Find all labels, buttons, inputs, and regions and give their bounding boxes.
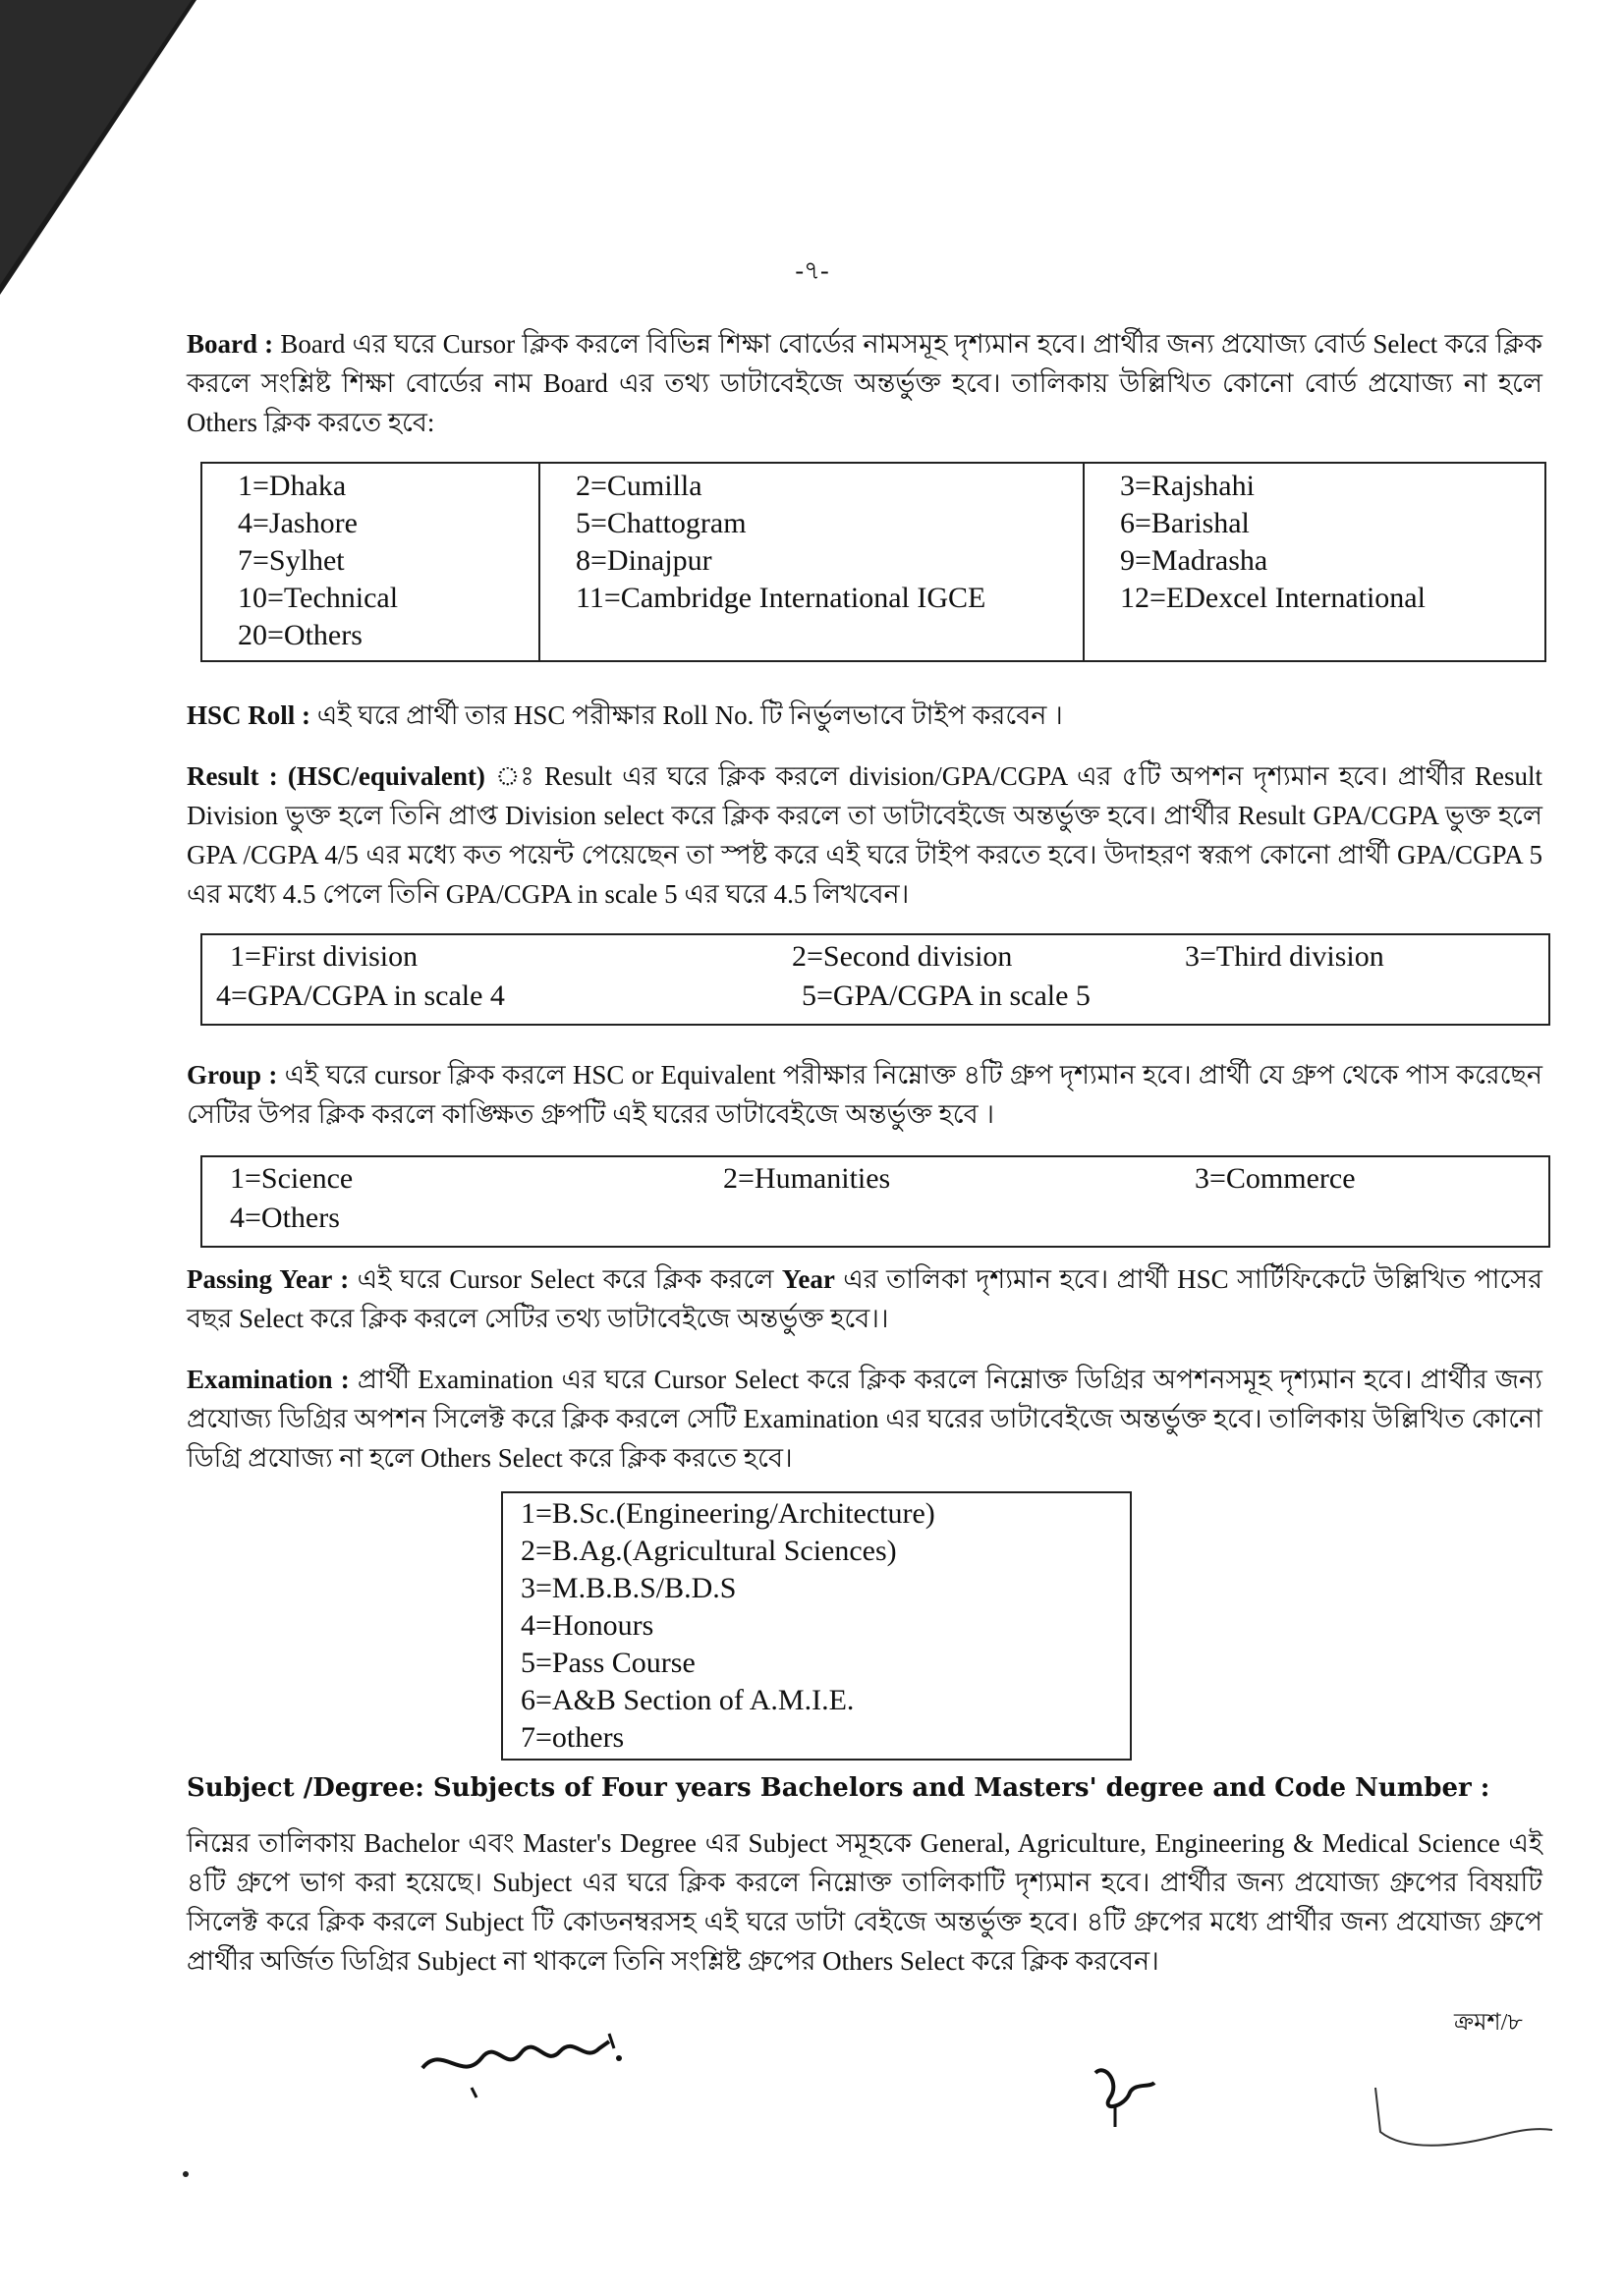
board-paragraph bbox=[187, 324, 1542, 442]
hsc-roll-text: এই ঘরে প্রার্থী তার HSC পরীক্ষার Roll No. টি নির্ভুলভাবে টাইপ করবেন । bbox=[310, 700, 1063, 730]
examination-option: 2=B.Ag.(Agricultural Sciences) bbox=[521, 1535, 897, 1567]
board-option: 12=EDexcel International bbox=[1120, 582, 1426, 614]
board-option: 20=Others bbox=[238, 619, 363, 651]
passing-year-text: এর তালিকা দৃশ্যমান হবে। প্রার্থী HSC সার্টিফিকেটে উল্লিখিত পাসের বছর Select করে ক্লিক করলে সেটির তথ্য ডাটাবেইজে অন্তর্ভুক্ত হবে।। bbox=[187, 1264, 1542, 1333]
examination-option: 1=B.Sc.(Engineering/Architecture) bbox=[521, 1497, 935, 1530]
result-options-box bbox=[200, 933, 1550, 1026]
hsc-roll-paragraph bbox=[187, 696, 1542, 735]
board-option: 4=Jashore bbox=[238, 507, 358, 539]
passing-year-paragraph bbox=[187, 1259, 1542, 1338]
board-column-2 bbox=[539, 463, 1084, 661]
board-option: 1=Dhaka bbox=[238, 470, 347, 502]
group-option: 3=Commerce bbox=[1195, 1162, 1356, 1195]
passing-year-label: Passing Year : bbox=[187, 1264, 350, 1294]
result-option: 4=GPA/CGPA in scale 4 bbox=[216, 979, 505, 1012]
board-option: 11=Cambridge International IGCE bbox=[576, 582, 986, 614]
passing-year-text: এই ঘরে Cursor Select করে ক্লিক করলে bbox=[349, 1264, 782, 1294]
margin-mark bbox=[1366, 2083, 1562, 2161]
result-option: 5=GPA/CGPA in scale 5 bbox=[802, 979, 1091, 1012]
examination-option: 7=others bbox=[521, 1721, 625, 1754]
group-option: 4=Others bbox=[230, 1202, 340, 1234]
examination-text: প্রার্থী Examination এর ঘরে Cursor Select করে ক্লিক করলে নিম্নোক্ত ডিগ্রির অপশনসমূহ দৃশ্যমান হবে। প্রার্থীর জন্য প্রযোজ্য ডিগ্রির অপশন সিলেক্ট করে ক্লিক করলে সেটি Examination এর ঘরের ডাটাবেইজে অন্তর্ভুক্ত হবে। তালিকায় উল্লিখিত কোনো ডিগ্রি প্রযোজ্য না হলে Others Select করে ক্লিক করতে হবে। bbox=[187, 1365, 1542, 1473]
subject-heading bbox=[187, 1768, 1542, 1808]
board-text: Board এর ঘরে Cursor ক্লিক করলে বিভিন্ন শিক্ষা বোর্ডের নামসমূহ দৃশ্যমান হবে। প্রার্থীর জন্য প্রযোজ্য বোর্ড Select করে ক্লিক করলে সংশ্লিষ্ট শিক্ষা বোর্ডের নাম Board এর তথ্য ডাটাবেইজে অন্তর্ভুক্ত হবে। তালিকায় উল্লিখিত কোনো বোর্ড প্রযোজ্য না হলে Others ক্লিক করতে হবে: bbox=[187, 329, 1542, 437]
board-column-3 bbox=[1084, 463, 1545, 661]
examination-option: 4=Honours bbox=[521, 1609, 654, 1642]
document-body bbox=[187, 324, 1542, 1981]
subject-heading-text: Subject /Degree: Subjects of Four years Bachelors and Masters' degree and Code Number : bbox=[187, 1773, 1490, 1803]
group-label: Group : bbox=[187, 1060, 278, 1090]
result-option: 3=Third division bbox=[1185, 940, 1384, 973]
examination-option: 6=A&B Section of A.M.I.E. bbox=[521, 1684, 855, 1716]
board-option: 5=Chattogram bbox=[576, 507, 747, 539]
board-option: 3=Rajshahi bbox=[1120, 470, 1255, 502]
board-option: 8=Dinajpur bbox=[576, 544, 712, 577]
signature-2 bbox=[1081, 2053, 1169, 2132]
group-options-box bbox=[200, 1155, 1550, 1248]
continued-marker: ক্রমশ/৮ bbox=[1454, 2010, 1523, 2036]
result-text: ঃ Result এর ঘরে ক্লিক করলে division/GPA/CGPA এর ৫টি অপশন দৃশ্যমান হবে। প্রার্থীর Result Division ভুক্ত হলে তিনি প্রাপ্ত Division select করে ক্লিক করলে তা ডাটাবেইজে অন্তর্ভুক্ত হবে। প্রার্থীর Result GPA/CGPA ভুক্ত হলে GPA /CGPA 4/5 এর মধ্যে কত পয়েন্ট পেয়েছেন তা স্পষ্ট করে এই ঘরে টাইপ করতে হবে। উদাহরণ স্বরূপ কোনো প্রার্থী GPA/CGPA 5 এর মধ্যে 4.5 পেলে তিনি GPA/CGPA in scale 5 এর ঘরে 4.5 লিখবেন। bbox=[187, 761, 1543, 909]
signature-1 bbox=[413, 2014, 639, 2102]
examination-label: Examination : bbox=[187, 1365, 350, 1394]
subject-paragraph: নিম্নের তালিকায় Bachelor এবং Master's Degree এর Subject সমূহকে General, Agriculture, Engineering & Medical Science এই ৪টি গ্রুপে ভাগ করা হয়েছে। Subject এর ঘরে ক্লিক করলে নিম্নোক্ত তালিকাটি দৃশ্যমান হবে। প্রার্থীর জন্য প্রযোজ্য গ্রুপের বিষয়টি সিলেক্ট করে ক্লিক করলে Subject টি কোডনম্বরসহ এই ঘরে ডাটা বেইজে অন্তর্ভুক্ত হবে। ৪টি গ্রুপের মধ্যে প্রার্থীর জন্য প্রযোজ্য গ্রুপে প্রার্থীর অর্জিত ডিগ্রির Subject না থাকলে তিনি সংশ্লিষ্ট গ্রুপের Others Select করে ক্লিক করবেন। bbox=[187, 1828, 1542, 1976]
examination-option: 3=M.B.B.S/B.D.S bbox=[521, 1572, 737, 1604]
result-paragraph bbox=[187, 756, 1542, 914]
group-text: এই ঘরে cursor ক্লিক করলে HSC or Equivalent পরীক্ষার নিম্নোক্ত ৪টি গ্রুপ দৃশ্যমান হবে। প্রার্থী যে গ্রুপ থেকে পাস করেছেন সেটির উপর ক্লিক করলে কাঙ্ক্ষিত গ্রুপটি এই ঘরের ডাটাবেইজে অন্তর্ভুক্ত হবে । bbox=[187, 1060, 1542, 1129]
board-option: 7=Sylhet bbox=[238, 544, 345, 577]
passing-year-year-word: Year bbox=[781, 1264, 835, 1294]
result-option: 2=Second division bbox=[792, 940, 1013, 973]
board-options-table bbox=[200, 462, 1546, 662]
board-option: 10=Technical bbox=[238, 582, 399, 614]
board-option: 6=Barishal bbox=[1120, 507, 1250, 539]
group-option: 2=Humanities bbox=[723, 1162, 891, 1195]
scan-dot bbox=[183, 2171, 189, 2177]
examination-options-box bbox=[501, 1491, 1132, 1761]
examination-paragraph bbox=[187, 1360, 1542, 1478]
board-column-1 bbox=[201, 463, 539, 661]
group-paragraph bbox=[187, 1055, 1542, 1134]
result-option: 1=First division bbox=[230, 940, 419, 973]
hsc-roll-label: HSC Roll : bbox=[187, 700, 311, 730]
page-number: -৭- bbox=[795, 256, 829, 285]
examination-option: 5=Pass Course bbox=[521, 1647, 696, 1679]
board-option: 9=Madrasha bbox=[1120, 544, 1268, 577]
group-option: 1=Science bbox=[230, 1162, 354, 1195]
result-label: Result : (HSC/equivalent) bbox=[187, 761, 485, 791]
board-option: 2=Cumilla bbox=[576, 470, 702, 502]
board-label: Board : bbox=[187, 329, 274, 359]
